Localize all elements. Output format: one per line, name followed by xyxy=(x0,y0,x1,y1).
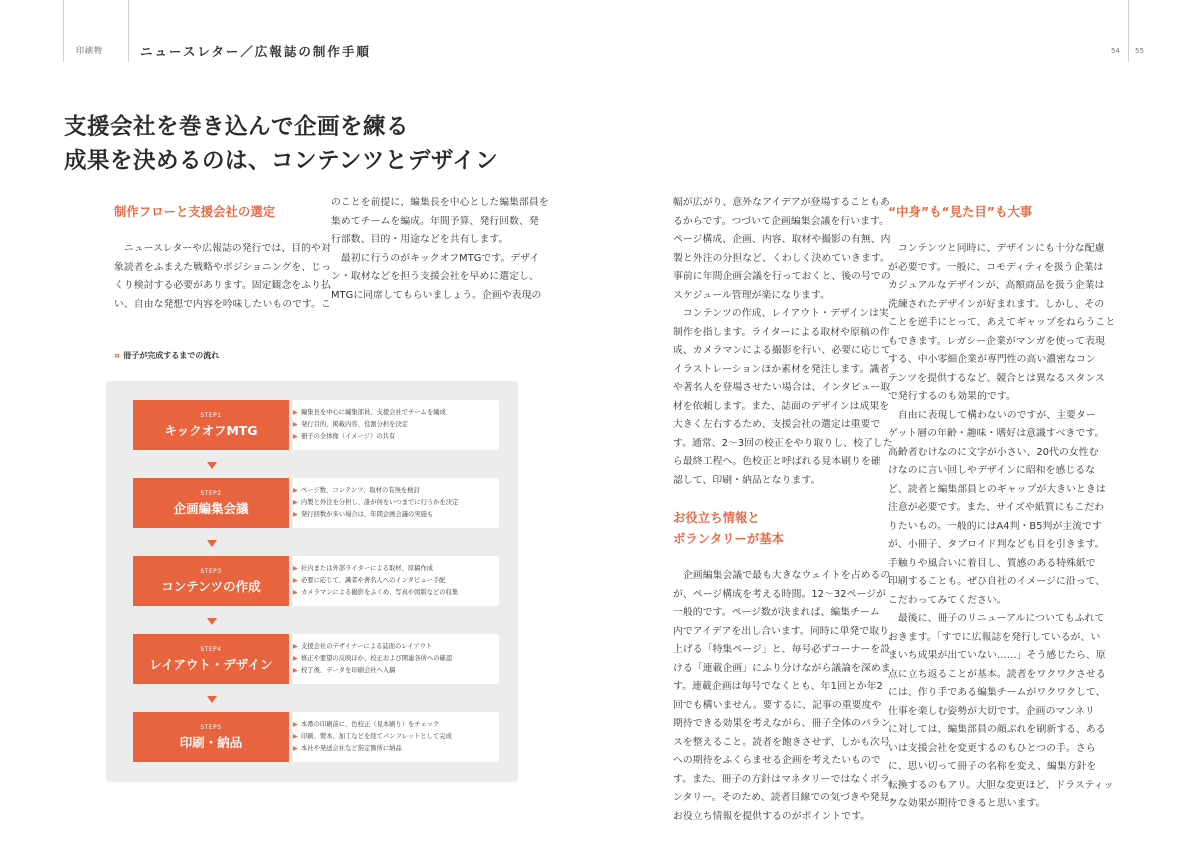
step-bullet xyxy=(293,731,499,743)
step-name: 企画編集会議 xyxy=(173,501,249,516)
step-bullet-text: 冊子の全体像（イメージ）の共有 xyxy=(301,433,396,441)
step-bullet-text: 社内または外部ライターによる取材、原稿作成 xyxy=(301,565,434,572)
bullet-triangle-icon: ▶ xyxy=(293,511,298,519)
flow-caption xyxy=(114,350,219,361)
step-bullet xyxy=(293,419,499,431)
section-heading-flow: 制作フローと支援会社の選定 xyxy=(114,205,276,219)
body-line: テンツを提供するなど、競合とは異なるスタンス xyxy=(888,372,1105,384)
column-2 xyxy=(331,194,549,305)
step-number: STEP2 xyxy=(200,490,222,497)
step-bullet xyxy=(293,509,499,521)
bullet-triangle-icon: ▶ xyxy=(293,487,298,494)
body-line: 行部数、目的・用途などを共有します。 xyxy=(331,234,509,245)
body-line: カジュアルなデザインが、高額商品を扱う企業は xyxy=(888,280,1105,291)
step-number: STEP5 xyxy=(200,724,222,731)
step-bullet-text: 校了後、データを印刷会社へ入稿 xyxy=(301,667,396,675)
body-line: スを整えること。読者を飽きさせず、しかも次号 xyxy=(673,736,890,748)
body-line: ける「連載企画」にふり分けながら議論を深めま xyxy=(673,662,891,674)
body-line: ニュースレターや広報誌の発行では、目的や対 xyxy=(114,243,331,254)
step-description xyxy=(293,478,499,528)
header-rule-left xyxy=(63,0,64,62)
body-line: 仕事を楽しむ姿勢が大切です。企画のマンネリ xyxy=(888,705,1095,717)
body-line: い、自由な発想で内容を吟味したいものです。こ xyxy=(114,298,331,310)
bullet-triangle-icon: ▶ xyxy=(293,667,298,675)
body-line: 印刷することも。ぜひ自社のイメージに沿って、 xyxy=(888,576,1106,587)
section-heading-info-1: お役立ち情報と xyxy=(673,510,760,525)
bullet-triangle-icon: ▶ xyxy=(293,421,298,429)
step-bullet xyxy=(293,563,499,575)
step-bullet-text: 必要に応じて、識者や著名人へのインタビュー手配 xyxy=(301,577,446,585)
bullet-triangle-icon: ▶ xyxy=(293,721,298,728)
flow-arrow-down-icon xyxy=(207,540,217,547)
headline-line-2: 成果を決めるのは、コンテンツとデザイン xyxy=(64,148,499,174)
body-line: 上げる「特集ページ」と、毎号必ずコーナーを設 xyxy=(673,644,891,655)
step-description xyxy=(293,556,499,606)
step-description xyxy=(293,712,499,762)
body-line: 期待できる効果を考えながら、冊子全体のバラン xyxy=(673,718,891,729)
body-line: ンタリー。そのため、読者目線での気づきや発見、 xyxy=(673,792,900,803)
section-heading-design: “中身”も“見た目”も大事 xyxy=(888,205,1033,219)
step-bullet xyxy=(293,743,499,755)
bullet-triangle-icon: ▶ xyxy=(293,643,298,650)
step-bullet xyxy=(293,575,499,587)
step-bullet-text: ページ数、コンテンツ、取材の有無を検討 xyxy=(301,487,420,494)
body-line: ことを逆手にとって、あえてギャップをねらうこと xyxy=(888,317,1116,328)
step-description xyxy=(293,634,499,684)
body-line: 認して、印刷・納品となります。 xyxy=(673,474,821,486)
column-3 xyxy=(673,194,899,826)
body-line: が必要です。一般に、コモディティを扱う企業は xyxy=(888,261,1104,273)
body-line: す。通常、2〜3回の校正をやり取りし、校了した xyxy=(673,437,893,449)
flow-arrow-down-icon xyxy=(207,462,217,469)
header-title: ニュースレター／広報誌の制作手順 xyxy=(140,44,371,59)
step-name: キックオフMTG xyxy=(164,423,258,438)
body-line: スケジュール管理が楽になります。 xyxy=(673,289,830,301)
bullet-triangle-icon: ▶ xyxy=(293,589,298,597)
body-line: コンテンツの作成、レイアウト・デザインは実 xyxy=(673,308,889,319)
body-line: 自由に表現して構わないのですが、主要ター xyxy=(888,409,1096,421)
step-name: 印刷・納品 xyxy=(179,735,243,750)
step-bullet-text: 本番の印刷前に、色校正（見本刷り）をチェック xyxy=(301,721,440,728)
flow-step xyxy=(133,634,499,684)
body-line: 洗練されたデザインが好まれます。しかし、その xyxy=(888,298,1105,310)
page-number-left: 54 xyxy=(1111,47,1120,55)
flow-step xyxy=(133,400,499,450)
body-line: す。また、冊子の方針はマネタリーではなくボラ xyxy=(673,773,890,785)
bullet-triangle-icon: ▶ xyxy=(293,499,298,507)
body-line: 集めてチームを編成。年間予算、発行回数、発 xyxy=(331,215,539,227)
flow-arrow-down-icon xyxy=(207,618,217,625)
flow-caption-text: 冊子が完成するまでの流れ xyxy=(123,351,220,360)
body-line: 企画編集会議で最も大きなウェイトを占めるの xyxy=(673,570,891,581)
body-line: 高齢者むけなのに文字が小さい、20代の女性む xyxy=(888,446,1099,458)
header-category: 印刷物 xyxy=(76,46,103,55)
step-bullet xyxy=(293,407,499,419)
step-bullet xyxy=(293,431,499,443)
body-line: ゲット層の年齢・趣味・嗜好は意識すべきです。 xyxy=(888,428,1105,439)
step-bullet-text: 編集長を中心に編集部員、支援会社でチームを編成 xyxy=(301,409,446,416)
body-line: に対しては、編集部員の顔ぶれを刷新する、ある xyxy=(888,724,1106,735)
flow-step xyxy=(133,478,499,528)
bullet-triangle-icon: ▶ xyxy=(293,565,298,572)
body-line: けなのに言い回しやデザインに昭和を感じるな xyxy=(888,465,1096,476)
body-line: まいち成果が出ていない……」そう感じたら、原 xyxy=(888,650,1106,661)
bullet-triangle-icon: ▶ xyxy=(293,577,298,585)
body-line: 手触りや風合いに着目し、質感のある特殊紙で xyxy=(888,557,1096,569)
body-line: 製と外注の分担など、くわしく決めていきます。 xyxy=(673,252,890,264)
step-label xyxy=(133,478,289,528)
page-headline xyxy=(64,110,498,178)
step-name: レイアウト・デザイン xyxy=(149,657,273,672)
bullet-triangle-icon: ▶ xyxy=(293,433,298,441)
bullet-triangle-icon: ▶ xyxy=(293,733,298,741)
body-line: す。連載企画は毎号でなくとも、年1回とか年2 xyxy=(673,681,883,692)
header-rule-right xyxy=(1128,0,1129,62)
body-line: ページ構成、企画、内容、取材や撮影の有無、内 xyxy=(673,234,891,245)
body-line: ン・取材などを担う支援会社を早めに選定し、 xyxy=(331,271,539,282)
step-bullet-text: 発行回数が多い場合は、年間企画会議の実施も xyxy=(301,511,434,519)
step-number: STEP4 xyxy=(200,646,222,653)
body-line: 注意が必要です。また、サイズや紙質にもこだわ xyxy=(888,502,1105,513)
body-line: イラストレーションほか素材を発注します。識者 xyxy=(673,363,890,375)
body-line: いは支援会社を変更するのもひとつの手。さら xyxy=(888,742,1096,754)
body-line: 転換するのもアリ。大胆な変更ほど、ドラスティッ xyxy=(888,779,1114,791)
body-line: ら最終工程へ。色校正と呼ばれる見本刷りを確 xyxy=(673,456,881,467)
body-line: 材を依頼します。また、誌面のデザインは成果を xyxy=(673,400,890,412)
body-line: 最後に、冊子のリニューアルについてもふれて xyxy=(888,613,1105,624)
body-line: や著名人を登場させたい場合は、インタビュー取 xyxy=(673,382,891,393)
body-line: が、ページ構成を考える時間。12〜32ページが xyxy=(673,588,886,600)
body-line: する、中小零細企業が専門性の高い濃密なコン xyxy=(888,354,1096,365)
step-bullet xyxy=(293,719,499,731)
page-number-right: 55 xyxy=(1135,47,1144,55)
body-line: 事前に年間企画会議を行っておくと、後の号での xyxy=(673,271,891,282)
step-label xyxy=(133,400,289,450)
step-label xyxy=(133,712,289,762)
body-line: には、作り手である編集チームがワクワクして、 xyxy=(888,687,1106,698)
step-name: コンテンツの作成 xyxy=(161,579,261,594)
body-line: への期待をふくらませる企画を考えたいもので xyxy=(673,755,881,766)
step-bullet-text: 内製と外注を分担し、誰が何をいつまでに行うかを決定 xyxy=(301,499,459,507)
body-line: もできます。レガシー企業がマンガを使って表現 xyxy=(888,335,1105,347)
step-bullet xyxy=(293,485,499,497)
flow-step xyxy=(133,712,499,762)
body-line: が、小冊子、タブロイド判なども目を引きます。 xyxy=(888,539,1105,550)
bullet-triangle-icon: ▶ xyxy=(293,409,298,416)
body-line: 回でも構いません。要するに、記事の重要度や xyxy=(673,699,882,711)
step-bullet-text: 本社や発送会社など指定箇所に納品 xyxy=(301,745,402,753)
body-line: MTGに同席してもらいましょう。企画や表現の xyxy=(331,289,542,301)
step-bullet xyxy=(293,665,499,677)
body-line: おきます。「すでに広報誌を発行しているが、い xyxy=(888,631,1101,643)
step-number: STEP3 xyxy=(200,568,222,575)
body-line: のことを前提に、編集長を中心とした編集部員を xyxy=(331,197,549,208)
step-label xyxy=(133,634,289,684)
caption-marker-icon: ⠶ xyxy=(114,351,121,360)
step-bullet-text: カメラマンによる撮影をふくめ、写真や図版などの収集 xyxy=(301,589,459,597)
step-bullet xyxy=(293,641,499,653)
step-label xyxy=(133,556,289,606)
body-line: 幅が広がり、意外なアイデアが登場することもあ xyxy=(673,197,890,208)
step-bullet-text: 印刷、製本、加工などを経てパンフレットとして完成 xyxy=(301,733,452,741)
bullet-triangle-icon: ▶ xyxy=(293,655,298,663)
step-bullet-text: 修正や要望の反映ほか、校正および関連各所への確認 xyxy=(301,655,453,663)
body-line: クな効果が期待できると思います。 xyxy=(888,798,1046,809)
flow-step xyxy=(133,556,499,606)
body-line: りたいもの。一般的にはA4判・B5判が主流です xyxy=(888,520,1102,532)
body-line: で発行するのも効果的です。 xyxy=(888,391,1016,402)
flow-arrow-down-icon xyxy=(207,696,217,703)
headline-line-1: 支援会社を巻き込んで企画を練る xyxy=(64,114,410,140)
body-line: こだわってみてください。 xyxy=(888,594,1007,606)
column-1 xyxy=(114,203,331,314)
body-line: くり検討する必要があります。固定観念をふり払 xyxy=(114,280,331,291)
step-bullet xyxy=(293,497,499,509)
body-line: 一般的です。ページ数が決まれば、編集チーム xyxy=(673,607,880,618)
body-line: 内でアイデアを出し合います。同時に単発で取り xyxy=(673,625,890,637)
header-rule-mid xyxy=(128,0,129,62)
step-bullet-text: 発行目的、掲載内容、役割分担を決定 xyxy=(301,421,409,429)
step-description xyxy=(293,400,499,450)
body-line: 象読者をふまえた戦略やポジショニングを、じっ xyxy=(114,261,332,273)
body-line: るからです。つづいて企画編集会議を行います。 xyxy=(673,215,890,227)
body-line: お役立ち情報を提供するのがポイントです。 xyxy=(673,810,871,822)
section-heading-info-2: ボランタリーが基本 xyxy=(673,532,785,546)
body-line: 制作を指します。ライターによる取材や原稿の作 xyxy=(673,326,890,338)
body-line: 点に立ち返ることが基本。読者をワクワクさせる xyxy=(888,668,1106,680)
step-number: STEP1 xyxy=(200,412,222,419)
body-line: コンテンツと同時に、デザインにも十分な配慮 xyxy=(888,243,1105,254)
step-bullet-text: 支援会社のデザイナーによる誌面のレイアウト xyxy=(301,643,433,650)
flow-diagram xyxy=(106,381,518,782)
step-bullet xyxy=(293,653,499,665)
body-line: 成、カメラマンによる撮影を行い、必要に応じて xyxy=(673,345,891,356)
body-line: 最初に行うのがキックオフMTGです。デザイ xyxy=(331,252,540,264)
body-line: に、思い切って冊子の名称を変え、編集方針を xyxy=(888,761,1097,772)
body-line: 大きく左右するため、支援会社の選定は重要で xyxy=(673,419,881,430)
column-4 xyxy=(888,203,1115,814)
bullet-triangle-icon: ▶ xyxy=(293,745,298,753)
step-bullet xyxy=(293,587,499,599)
body-line: ど、読者と編集部員とのギャップが大きいときは xyxy=(888,483,1106,495)
